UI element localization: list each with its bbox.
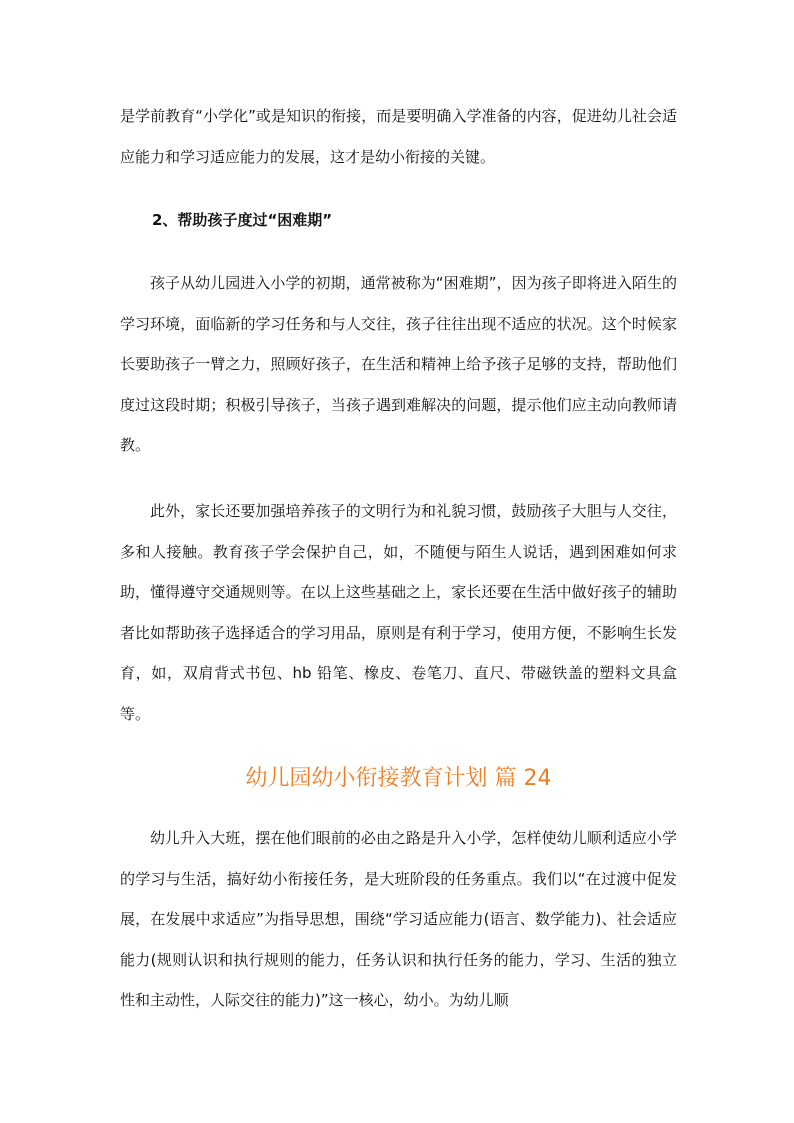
paragraph-plan-intro: 幼儿升入大班，摆在他们眼前的必由之路是升入小学，怎样使幼儿顺利适应小学的学习与生活，搞好幼小衔接任务，是大班阶段的任务重点。我们以“在过渡中促发展，在发展中求适应”为指导思想，围绕“学习适应能力(语言、数学能力)、社会适应能力(规则认识和执行规则的能力，任务认识和执行任务的能力，学习、生活的独立性和主动性，人际交往的能力)”这一核心，幼小。为幼儿顺 <box>120 829 677 1009</box>
paragraph-difficult-period: 孩子从幼儿园进入小学的初期，通常被称为“困难期”，因为孩子即将进入陌生的学习环境，面临新的学习任务和与人交往，孩子往往出现不适应的状况。这个时候家长要助孩子一臂之力，照顾好孩子，在生活和精神上给予孩子足够的支持，帮助他们度过这段时期；积极引导孩子，当孩子遇到难解决的问题，提示他们应主动向教师请教。 <box>120 274 677 454</box>
subheading-difficult-period: 2、帮助孩子度过“困难期” <box>152 211 333 229</box>
paragraph-habits: 此外，家长还要加强培养孩子的文明行为和礼貌习惯，鼓励孩子大胆与人交往，多和人接触。教育孩子学会保护自己，如，不随便与陌生人说话，遇到困难如何求助，懂得遵守交通规则等。在以上这些基础之上，家长还要在生活中做好孩子的辅助者比如帮助孩子选择适合的学习用品，原则是有利于学习，使用方便，不影响生长发育，如，双肩背式书包、hb 铅笔、橡皮、卷笔刀、直尺、带磁铁盖的塑料文具盒等。 <box>120 502 677 723</box>
paragraph-continuation: 是学前教育“小学化”或是知识的衔接，而是要明确入学准备的内容，促进幼儿社会适应能力和学习适应能力的发展，这才是幼小衔接的关键。 <box>120 107 677 166</box>
section-title: 幼儿园幼小衔接教育计划 篇 24 <box>245 766 552 791</box>
